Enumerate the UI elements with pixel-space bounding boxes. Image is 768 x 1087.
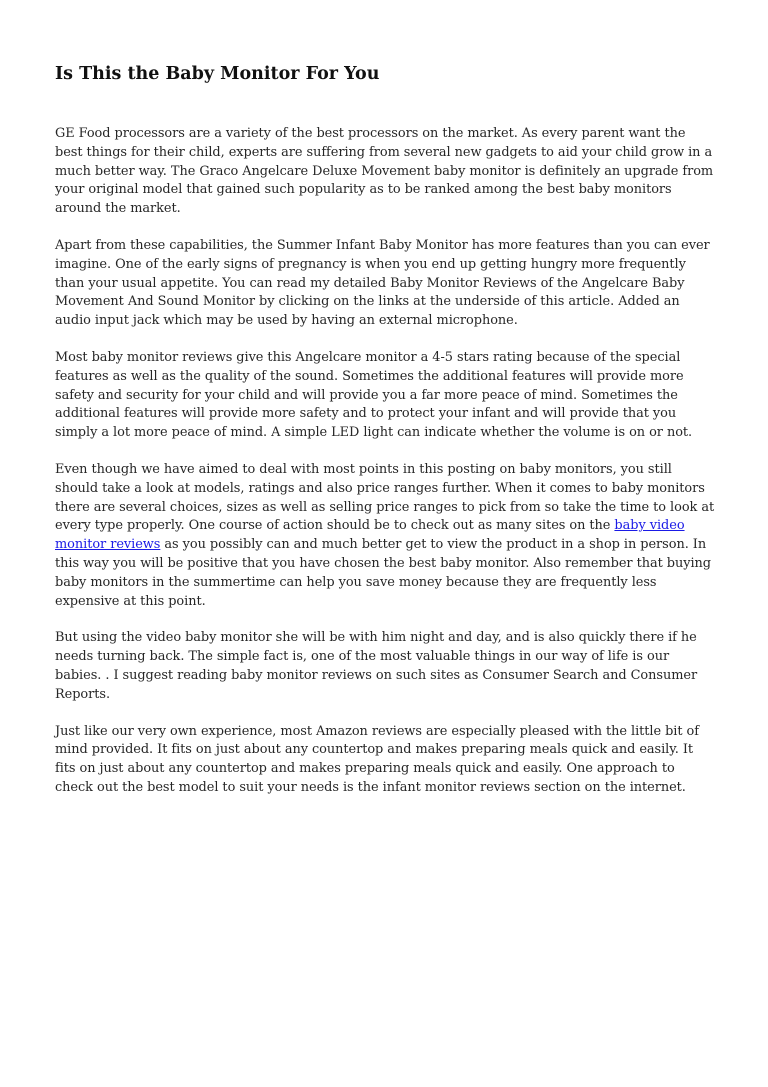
paragraph-4-text-after: as you possibly can and much better get to view the product in a shop in person. In this way you will be positive that you have chosen the best baby monitor. Also remember that buying baby monitors in the summertime can help you save money because they are frequently less expensive at this point. xyxy=(55,537,711,609)
paragraph-3: Most baby monitor reviews give this Angelcare monitor a 4-5 stars rating because of the special features as well as the quality of the sound. Sometimes the additional features will provide more safety and security for your child and will provide you a far more peace of mind. Sometimes the additional features will provide more safety and to protect your infant and will provide that you simply a lot more peace of mind. A simple LED light can indicate whether the volume is on or not. xyxy=(55,349,693,441)
paragraph-4-text-before: Even though we have aimed to deal with most points in this posting on baby monitors, you still should take a look at models, ratings and also price ranges further. When it comes to baby monitors there are several choices, sizes as well as selling price ranges to pick from so take the time to look at every type properly. One course of action should be to check out as many sites on the xyxy=(55,461,715,534)
paragraph-2: Apart from these capabilities, the Summer Infant Baby Monitor has more features than you can ever imagine. One of the early signs of pregnancy is when you end up getting hungry more frequently than your usual appetite. You can read my detailed Baby Monitor Reviews of the Angelcare Baby Movement And Sound Monitor by clicking on the links at the underside of this article. Added an audio input jack which may be used by having an external microphone. xyxy=(55,237,710,329)
paragraph-4 xyxy=(55,461,715,611)
document-page xyxy=(55,62,715,816)
page-title: Is This the Baby Monitor For You xyxy=(55,64,380,84)
baby-video-monitor-reviews-link[interactable]: baby video monitor reviews xyxy=(55,518,685,553)
paragraph-5: But using the video baby monitor she will be with him night and day, and is also quickly there if he needs turning back. The simple fact is, one of the most valuable things in our way of life is our babies. . I suggest reading baby monitor reviews on such sites as Consumer Search and Consumer Reports. xyxy=(55,630,698,702)
paragraph-1: GE Food processors are a variety of the best processors on the market. As every parent want the best things for their child, experts are suffering from several new gadgets to aid your child grow in a much better way. The Graco Angelcare Deluxe Movement baby monitor is definitely an upgrade from your original model that gained such popularity as to be ranked among the best baby monitors around the market. xyxy=(55,126,714,217)
paragraph-6: Just like our very own experience, most Amazon reviews are especially pleased with the little bit of mind provided. It fits on just about any countertop and makes preparing meals quick and easily. It fits on just about any countertop and makes preparing meals quick and easily. One approach to check out the best model to suit your needs is the infant monitor reviews section on the internet. xyxy=(55,723,699,795)
